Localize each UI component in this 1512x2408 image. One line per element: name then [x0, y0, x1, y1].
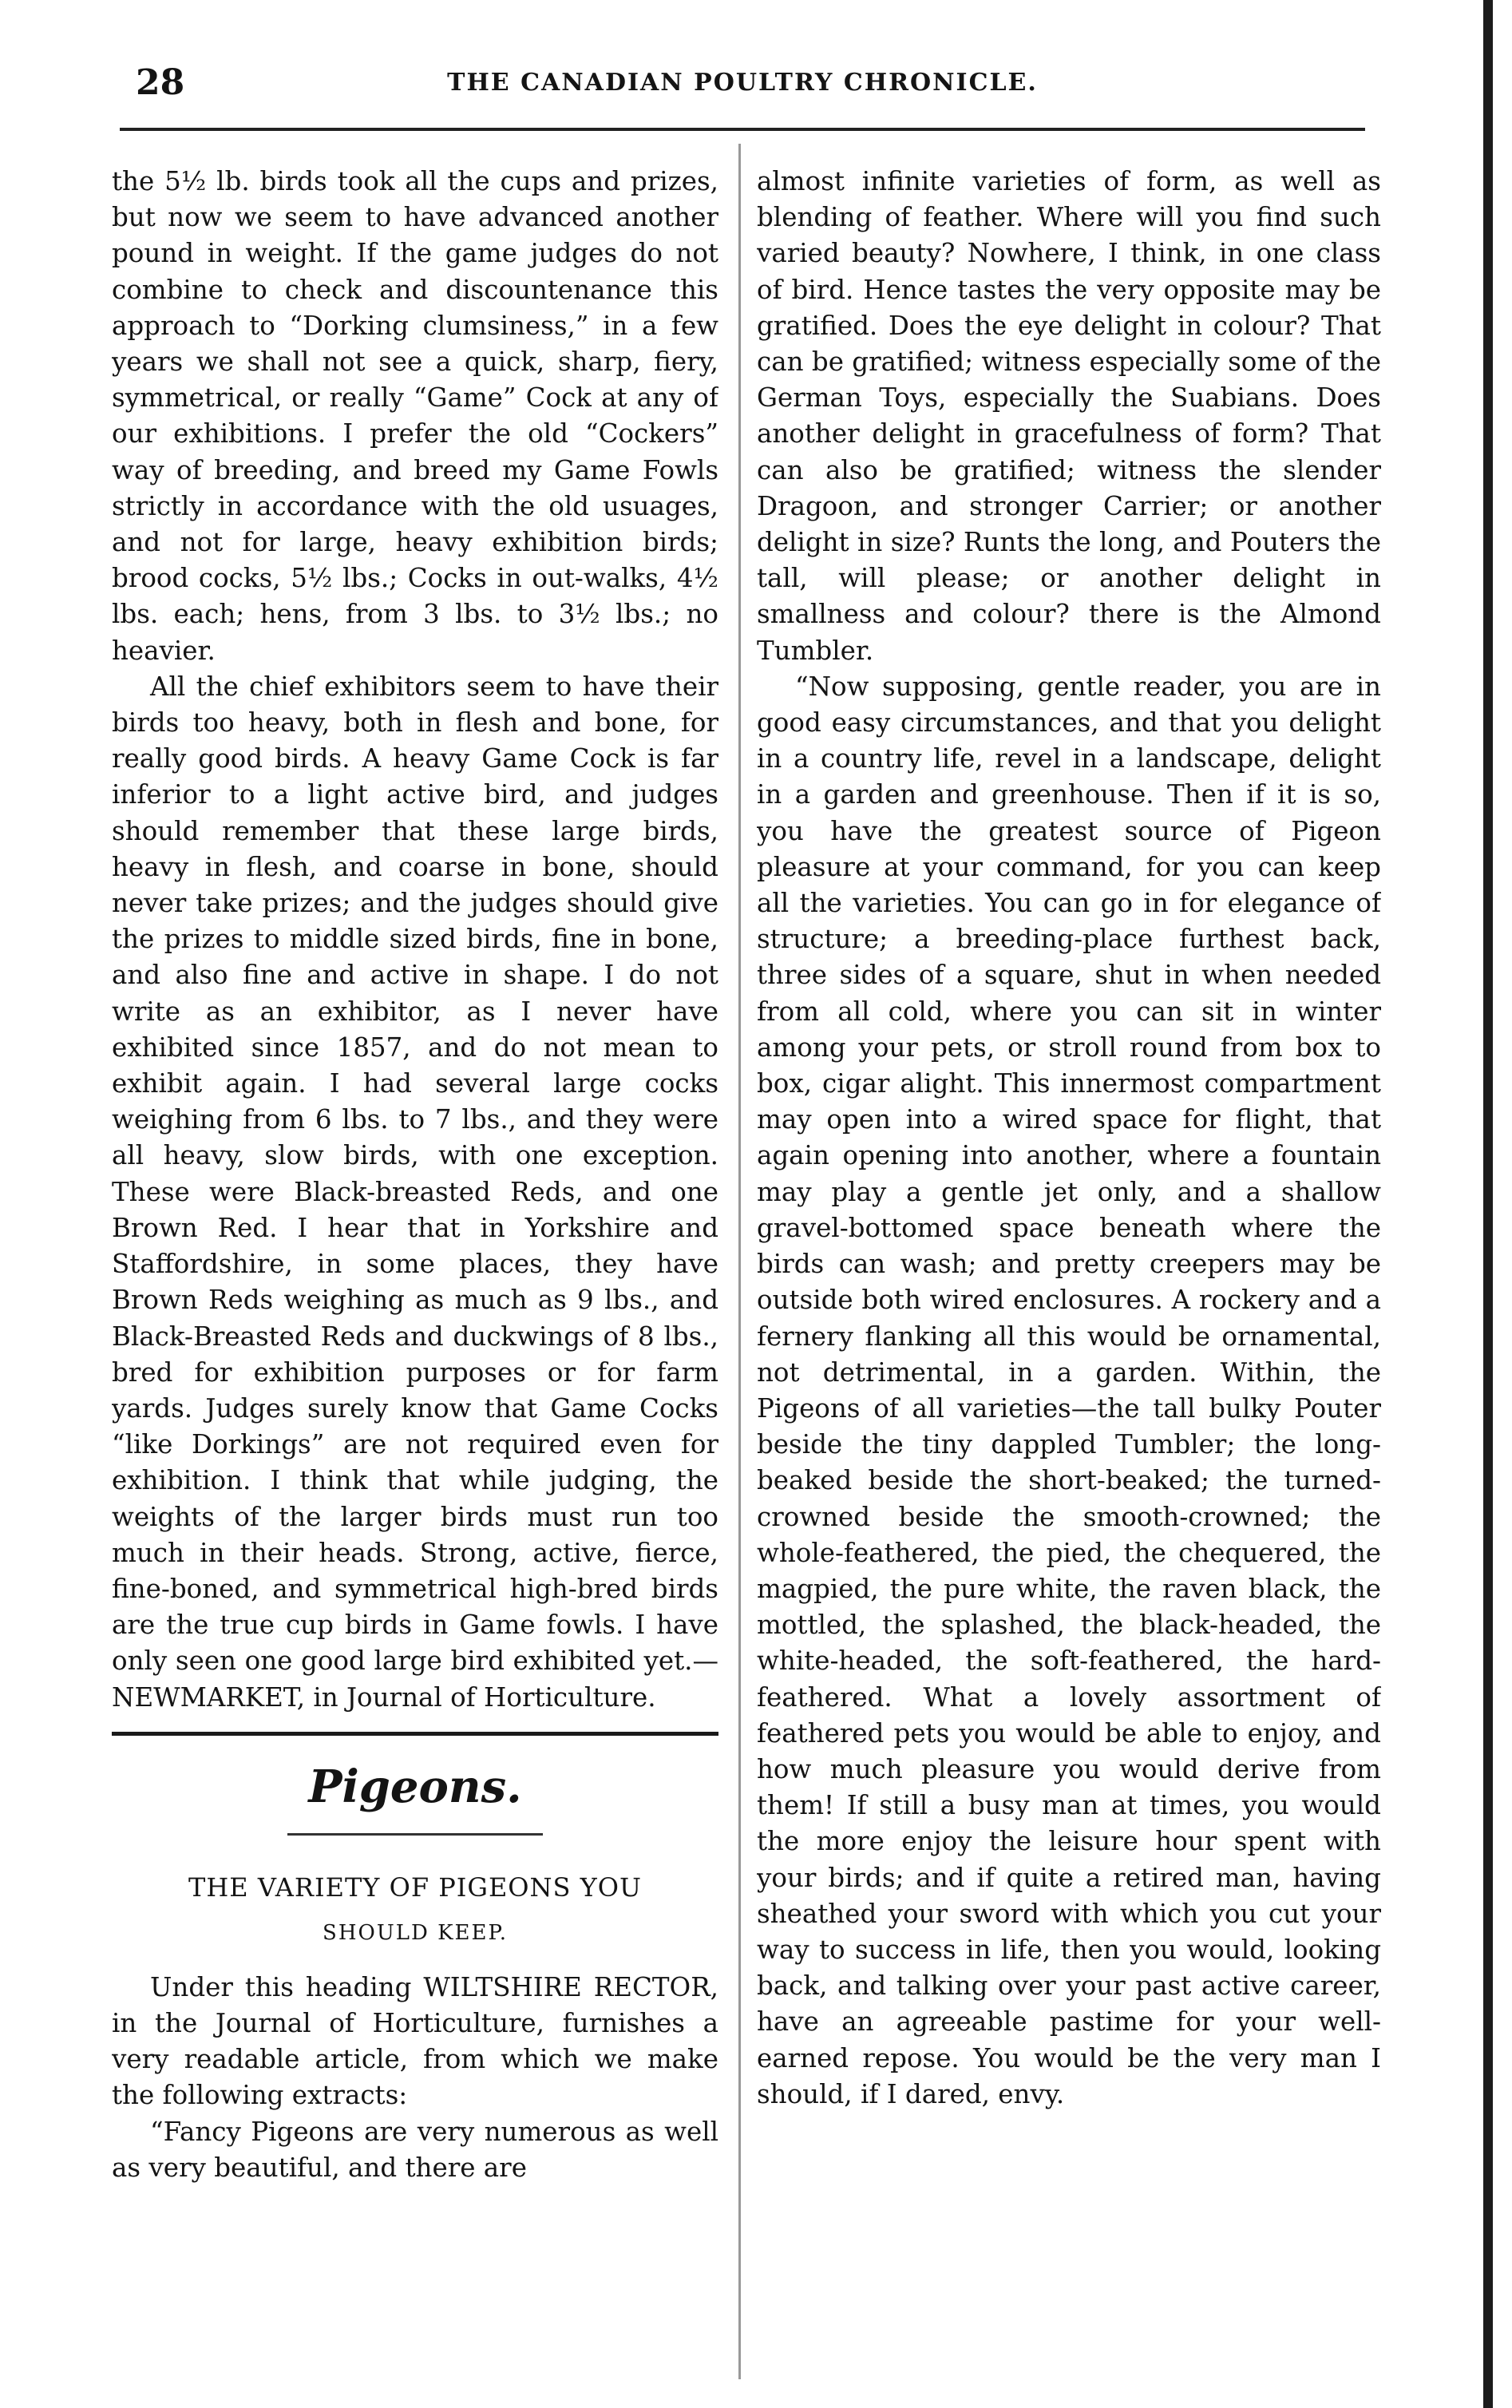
right-paragraph-1: almost infinite varieties of form, as well as blending of feather. Where will you find such varied beauty? Nowhere, I think, in one class of bird. Hence tastes the very opposite may be gratified. Does the eye delight in colour? That can be gratified; witness especially some of the German Toys, especially the Suabians. Does another delight in gracefulness of form? That can also be gratified; witness the slender Dragoon, and stronger Carrier; or another delight in size? Runts the long, and Pouters the tall, will please; or another delight in smallness and colour? there is the Almond Tumbler. — [757, 166, 1381, 666]
short-divider — [287, 1833, 543, 1836]
section-divider — [112, 1732, 718, 1736]
left-column — [112, 164, 718, 2391]
right-paragraph-2: “Now supposing, gentle reader, you are in good easy circumstances, and that you delight in a country life, revel in a landscape, delight in a garden and greenhouse. Then if it is so, you have the greatest source of Pigeon pleasure at your command, for you can keep all the varieties. You can go in for elegance of structure; a breeding-place furthest back, three sides of a square, shut in when needed from all cold, where you can sit in winter among your pets, or stroll round from box to box, cigar alight. This innermost compartment may open into a wired space for flight, that again opening into another, where a fountain may play a gentle jet only, and a shallow gravel-bottomed space beneath where the birds can wash; and pretty creepers may be outside both wired enclosures. A rockery and a fernery flanking all this would be ornamental, not detrimental, in a garden. Within, the Pigeons of all varieties—the tall bulky Pouter beside the tiny dappled Tumbler; the long-beaked beside the short-beaked; the turned-crowned beside the smooth-crowned; the whole-feathered, the pied, the chequered, the magpied, the pure white, the raven black, the mottled, the splashed, the black-headed, the white-headed, the soft-feathered, the hard-feathered. What a lovely assortment of feathered pets you would be able to enjoy, and how much pleasure you would derive from them! If still a busy man at times, you would the more enjoy the leisure hour spent with your birds; and if quite a retired man, having sheathed your sword with which you cut your way to success in life, then you would, looking back, and talking over your past active career, have an agreeable pastime for your well-earned repose. You would be the very man I should, if I dared, envy. — [757, 671, 1381, 2109]
column-rule — [738, 144, 741, 2379]
left-paragraph-1: the 5½ lb. birds took all the cups and prizes, but now we seem to have advanced another pound in weight. If the game judges do not combine to check and discountenance this approach to “Dorking clumsiness,” in a few years we shall not see a quick, sharp, fiery, symmetrical, or really “Game” Cock at any of our exhibitions. I prefer the old “Cockers” way of breeding, and breed my Game Fowls strictly in accordance with the old usuages, and not for large, heavy exhibition birds; brood cocks, 5½ lbs.; Cocks in out-walks, 4½ lbs. each; hens, from 3 lbs. to 3½ lbs.; no heavier. — [112, 166, 718, 666]
page-number: 28 — [136, 62, 185, 103]
article-subtitle: SHOULD KEEP. — [323, 1920, 508, 1945]
left-paragraph-4: “Fancy Pigeons are very numerous as well as very beautiful, and there are — [112, 2116, 718, 2183]
scan-edge — [1483, 0, 1493, 2408]
right-column — [757, 164, 1381, 2391]
header-rule — [120, 128, 1365, 131]
left-paragraph-3: Under this heading WILTSHIRE RECTOR, in the Journal of Horticulture, furnishes a very readable article, from which we make the following extracts: — [112, 1971, 718, 2111]
left-paragraph-2: All the chief exhibitors seem to have their birds too heavy, both in flesh and bone, for really good birds. A heavy Game Cock is far inferior to a light active bird, and judges should remember that these large birds, heavy in flesh, and coarse in bone, should never take prizes; and the judges should give the prizes to middle sized birds, fine in bone, and also fine and active in shape. I do not write as an exhibitor, as I never have exhibited since 1857, and do not mean to exhibit again. I had several large cocks weighing from 6 lbs. to 7 lbs., and they were all heavy, slow birds, with one exception. These were Black-breasted Reds, and one Brown Red. I hear that in Yorkshire and Staffordshire, in some places, they have Brown Reds weighing as much as 9 lbs., and Black-Breasted Reds and duckwings of 8 lbs., bred for exhibition purposes or for farm yards. Judges surely know that Game Cocks “like Dorkings” are not required even for exhibition. I think that while judging, the weights of the larger birds must run too much in their heads. Strong, active, fierce, fine-boned, and symmetrical high-bred birds are the true cup birds in Game fowls. I have only seen one good large bird exhibited yet.—NEWMARKET, in Journal of Horticulture. — [112, 671, 718, 1713]
running-title: THE CANADIAN POULTRY CHRONICLE. — [447, 69, 1038, 97]
section-title: Pigeons. — [308, 1760, 522, 1813]
page-header — [120, 62, 1365, 118]
article-title: THE VARIETY OF PIGEONS YOU — [188, 1871, 642, 1903]
